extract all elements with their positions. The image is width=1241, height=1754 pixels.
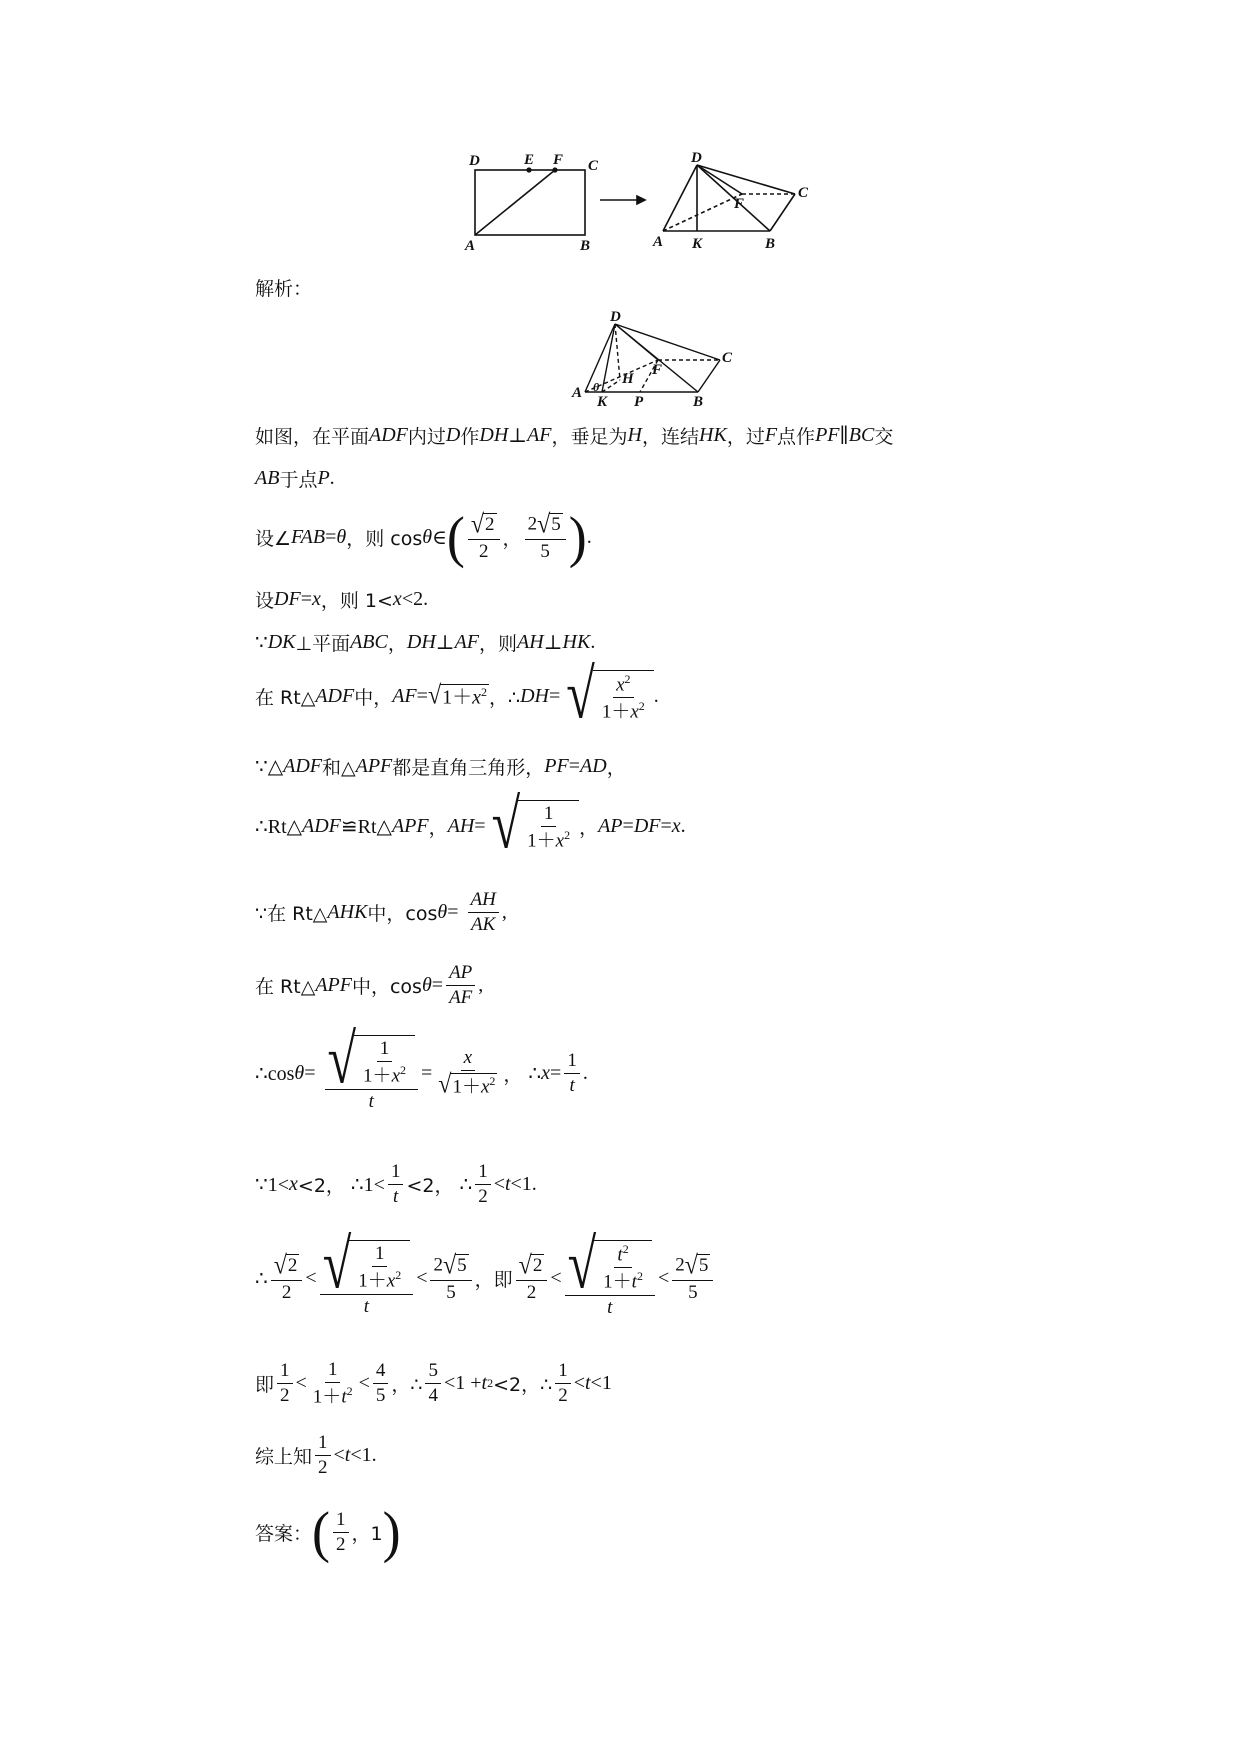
fig2-label-h: H: [622, 371, 634, 387]
label-a: A: [465, 238, 476, 254]
fig2-label-b: B: [693, 394, 704, 410]
solution-line-13: ∴ √ 2 2 < √ $\frac{1}{1+x^2}$ t < 2 √ 5 5 ，即 √ 2 2 < √ $\frac{t^2}{1+t^2}$ t < 2 √ 5 5: [255, 1240, 716, 1317]
solution-line-5: ∵ DK ⊥平面 ABC ， DH ⊥ AF ，则 AH ⊥ HK .: [255, 631, 596, 655]
segment-af: [475, 170, 555, 235]
analysis-heading: 解析：: [255, 278, 313, 300]
label-c2: C: [798, 185, 809, 201]
solution-line-9: ∵在 Rt△ AHK 中，cos θ = $\frac{AH}{AK}$ ,: [255, 889, 507, 935]
solution-line-3: 设∠ FAB = θ ，则 cos θ ∈ ( √ 2 2 ， 2 √ 5 5 ) .: [255, 505, 592, 569]
solution-line-15: 综上知 $\frac{1}{2}$ < t <1.: [255, 1432, 377, 1478]
solution-line-14: 即 $\frac{1}{2}$ < $\frac{1}{1+t^2}$ < $\frac{4}{5}$ ，∴ $\frac{5}{4}$ <1 + t 2 <2，∴ $\frac{1}{2}$ < t <1: [255, 1359, 612, 1408]
fig2-label-a: A: [572, 385, 583, 401]
folding-figure: [460, 148, 830, 258]
edge-ad: [663, 165, 697, 231]
answer-line: 答案： ( $\frac{1}{2}$ ，1 ): [255, 1500, 401, 1564]
rectangle-abcd: [475, 170, 585, 235]
point-f: [552, 167, 557, 172]
label-d: D: [469, 153, 480, 169]
label-e: E: [524, 152, 535, 168]
solution-line-2: AB 于点 P .: [255, 467, 335, 491]
fig2-label-k: K: [597, 394, 608, 410]
fig2-label-d: D: [610, 309, 621, 325]
label-d2: D: [691, 150, 702, 166]
label-a2: A: [653, 234, 664, 250]
fig2-label-c: C: [722, 350, 733, 366]
solution-line-12: ∵1< x <2， ∴1< $\frac{1}{t}$ <2， ∴ $\frac{1}{2}$ < t <1.: [255, 1161, 537, 1207]
label-c: C: [588, 158, 599, 174]
point-e: [526, 167, 531, 172]
solution-line-4: 设 DF = x ，则 1< x <2.: [255, 588, 429, 612]
fig2-label-f: F: [652, 362, 663, 378]
label-b2: B: [765, 236, 776, 252]
label-k2: K: [692, 236, 703, 252]
fig2-label-p: P: [634, 394, 644, 410]
solution-line-8: ∴Rt△ ADF ≌Rt△ APF ， AH = √ $\frac{1}{1+x^2}$ ， AP = DF = x .: [255, 786, 686, 864]
arrow-head: [637, 196, 645, 204]
solution-line-6: 在 Rt△ ADF 中， AF = √ $1+x^2$ ，∴ DH = √ $\frac{x^2}{1+x^2}$ .: [255, 656, 659, 734]
label-f2: F: [734, 196, 745, 212]
label-f: F: [553, 152, 564, 168]
solution-line-11: ∴cos θ = √ $\frac{1}{1+x^2}$ t = x √ $1+x^2$ ， ∴ x = $\frac{1}{t}$ .: [255, 1021, 588, 1112]
solution-line-7: ∵△ ADF 和△ APF 都是直角三角形， PF = AD ，: [255, 755, 626, 779]
label-b: B: [580, 238, 591, 254]
solution-line-1: 如图，在平面 ADF 内过 D 作 DH ⊥ AF ，垂足为 H ，连结 HK ，过 F 点作 PF ∥ BC 交: [255, 424, 894, 448]
analysis-figure: [560, 309, 733, 410]
fig2-label-theta: θ: [593, 380, 600, 394]
solution-line-10: 在 Rt△ APF 中，cos θ = $\frac{AP}{AF}$ ,: [255, 962, 484, 1008]
